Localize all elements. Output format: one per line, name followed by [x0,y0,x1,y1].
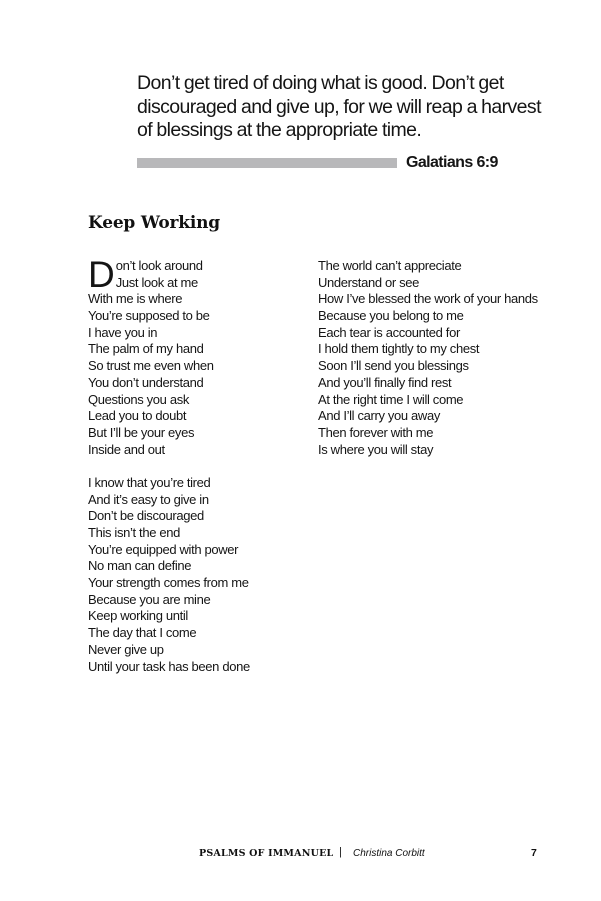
epigraph-line: Don’t get tired of doing what is good. Don’t get [137,72,504,94]
poem-line: And you’ll finally find rest [318,374,452,390]
poem-line: And it’s easy to give in [88,491,209,507]
footer-book-title: PSALMS OF IMMANUEL [199,848,334,859]
poem-line: on’t look around [115,258,203,273]
poem-line: Soon I’ll send you blessings [318,358,469,374]
stanza-break [88,458,298,475]
poem-line: You’re supposed to be [88,308,210,324]
poem-line: You’re equipped with power [88,541,239,557]
poem-line: The palm of my hand [88,341,204,357]
epigraph-quote [137,72,541,143]
epigraph-line: of blessings at the appropriate time. [137,119,422,141]
poem-line: Understand or see [318,274,420,290]
poem-line: I know that you’re tired [88,474,211,490]
poem-line: Until your task has been done [88,658,250,674]
footer-author: Christina Corbitt [353,848,425,859]
poem-line: Just look at me [115,274,198,290]
poem-line: Inside and out [88,441,165,457]
poem-line: With me is where [88,291,183,307]
poem-line: Keep working until [88,608,188,624]
poem-left-column [88,254,298,675]
poem-line: Never give up [88,641,164,657]
poem-line: But I’ll be your eyes [88,424,195,440]
scripture-reference: Galatians 6:9 [406,154,498,171]
poem-line: I hold them tightly to my chest [318,341,480,357]
poem-title: Keep Working [88,213,220,233]
page-number: 7 [531,847,537,859]
drop-cap: D [88,254,115,295]
poem-line: At the right time I will come [318,391,464,407]
epigraph-line: discouraged and give up, for we will reap a harvest [137,95,541,118]
poem-right-column [318,258,548,458]
poem-line: Questions you ask [88,391,189,407]
poem-line: This isn’t the end [88,525,180,540]
poem-line: Each tear is accounted for [318,324,460,340]
poem-line: So trust me even when [88,358,214,374]
poem-line: Then forever with me [318,424,434,440]
poem-line: Lead you to doubt [88,408,187,424]
reference-rule-bar [137,158,397,168]
poem-line: You don’t understand [88,374,204,390]
poem-line: No man can define [88,558,192,574]
poem-line: Is where you will stay [318,441,434,457]
poem-line: How I’ve blessed the work of your hands [318,291,538,307]
poem-line: I have you in [88,324,158,340]
footer-separator: | [339,846,342,858]
poem-line: Because you belong to me [318,308,464,324]
poem-line: The world can’t appreciate [318,258,462,273]
poem-line: Your strength comes from me [88,575,249,591]
poem-line: The day that I come [88,625,197,641]
poem-line: Because you are mine [88,591,211,607]
poem-line: Don’t be discouraged [88,508,204,524]
poem-line: And I’ll carry you away [318,408,441,424]
